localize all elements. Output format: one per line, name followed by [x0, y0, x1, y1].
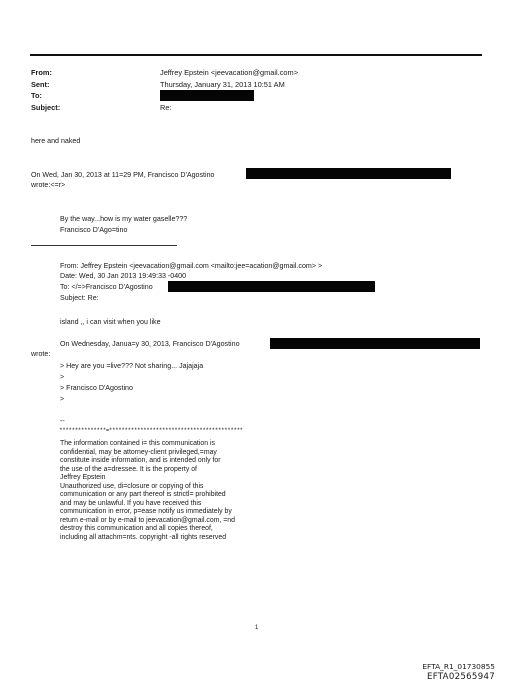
subject-value: Re:: [160, 103, 172, 112]
reply-1-header: On Wed, Jan 30, 2013 at 11=29 PM, Francisco D'Agostino: [31, 171, 215, 179]
fwd-subject: Subject: Re:: [60, 294, 99, 302]
fwd-date: Date: Wed, 30 Jan 2013 19:49:33 -0400: [60, 272, 187, 280]
disclaimer-line: The information contained i= this communication is: [60, 440, 215, 447]
reply-1-wrote: wrote:<=r>: [31, 181, 66, 189]
disclaimer-line: destroy this communication and all copies thereof,: [60, 525, 213, 532]
fwd-to: To: </=>Francisco D'Agostino: [60, 283, 153, 291]
page-number: 1: [255, 625, 259, 631]
to-label: To:: [31, 91, 42, 100]
disclaimer-dashes: --: [60, 417, 65, 425]
bates-number-1: EFTA_R1_01730855: [422, 662, 495, 671]
body-line-1: here and naked: [31, 137, 81, 145]
disclaimer-text: [60, 440, 380, 542]
sent-value: Thursday, January 31, 2013 10:51 AM: [160, 80, 285, 89]
from-value: Jeffrey Epstein <jeevacation@gmail.com>: [160, 68, 299, 77]
redaction-fwd-to: [168, 281, 375, 292]
sent-label: Sent:: [31, 80, 50, 89]
disclaimer-line: confidential, may be attorney-client privileged,=may: [60, 448, 217, 456]
fwd-island-line: island ,, i can visit when you like: [60, 318, 161, 326]
header-top-rule: [30, 54, 482, 56]
disclaimer-line: the use of the a=dressee. It is the property of: [60, 465, 197, 473]
reply-2-wrote: wrote:: [31, 350, 51, 358]
separator-line: [31, 245, 177, 246]
disclaimer-line: including all attachm=nts. copyright -all rights reserved: [60, 533, 227, 541]
disclaimer-stars: ***************=*******************************************: [59, 427, 243, 434]
quote-2-line-3: > Francisco D'Agostino: [60, 384, 133, 392]
quote-2-line-1: > Hey are you =live??? Not sharing... Jajajaja: [60, 362, 204, 370]
disclaimer-line: constitute inside information, and is intended only for: [60, 457, 221, 464]
quote-2-line-2: >: [60, 373, 65, 381]
quote-1-line-2: Francisco D'Ago=tino: [60, 226, 128, 234]
reply-2-header: On Wednesday, Janua=y 30, 2013, Francisco D'Agostino: [60, 340, 240, 348]
bates-number-2: EFTA02565947: [426, 672, 495, 682]
disclaimer-line: and may be unlawful. If you have received this: [60, 499, 202, 507]
disclaimer-line: communication or any part thereof is strictl= prohibited: [60, 491, 226, 498]
quote-1-line-1: By the way...how is my water gaselle???: [60, 215, 188, 223]
disclaimer-line: communication in error, p=ease notify us immediately by: [60, 508, 232, 515]
redaction-to: [160, 90, 254, 101]
from-label: From:: [31, 68, 52, 77]
disclaimer-line: return e-mail or by e-mail to jeevacation@gmail.com, =nd: [60, 516, 235, 524]
disclaimer-line: Unauthorized use, di=closure or copying of this: [60, 482, 204, 490]
quote-2-line-4: >: [60, 395, 65, 403]
redaction-reply-2: [270, 338, 480, 349]
fwd-from: From: Jeffrey Epstein <jeevacation@gmail.com <mailto:jee=acation@gmail.com> >: [60, 262, 323, 270]
subject-label: Subject:: [31, 103, 61, 112]
disclaimer-line: Jeffrey Epstein: [60, 474, 106, 481]
redaction-reply-1: [246, 168, 451, 179]
